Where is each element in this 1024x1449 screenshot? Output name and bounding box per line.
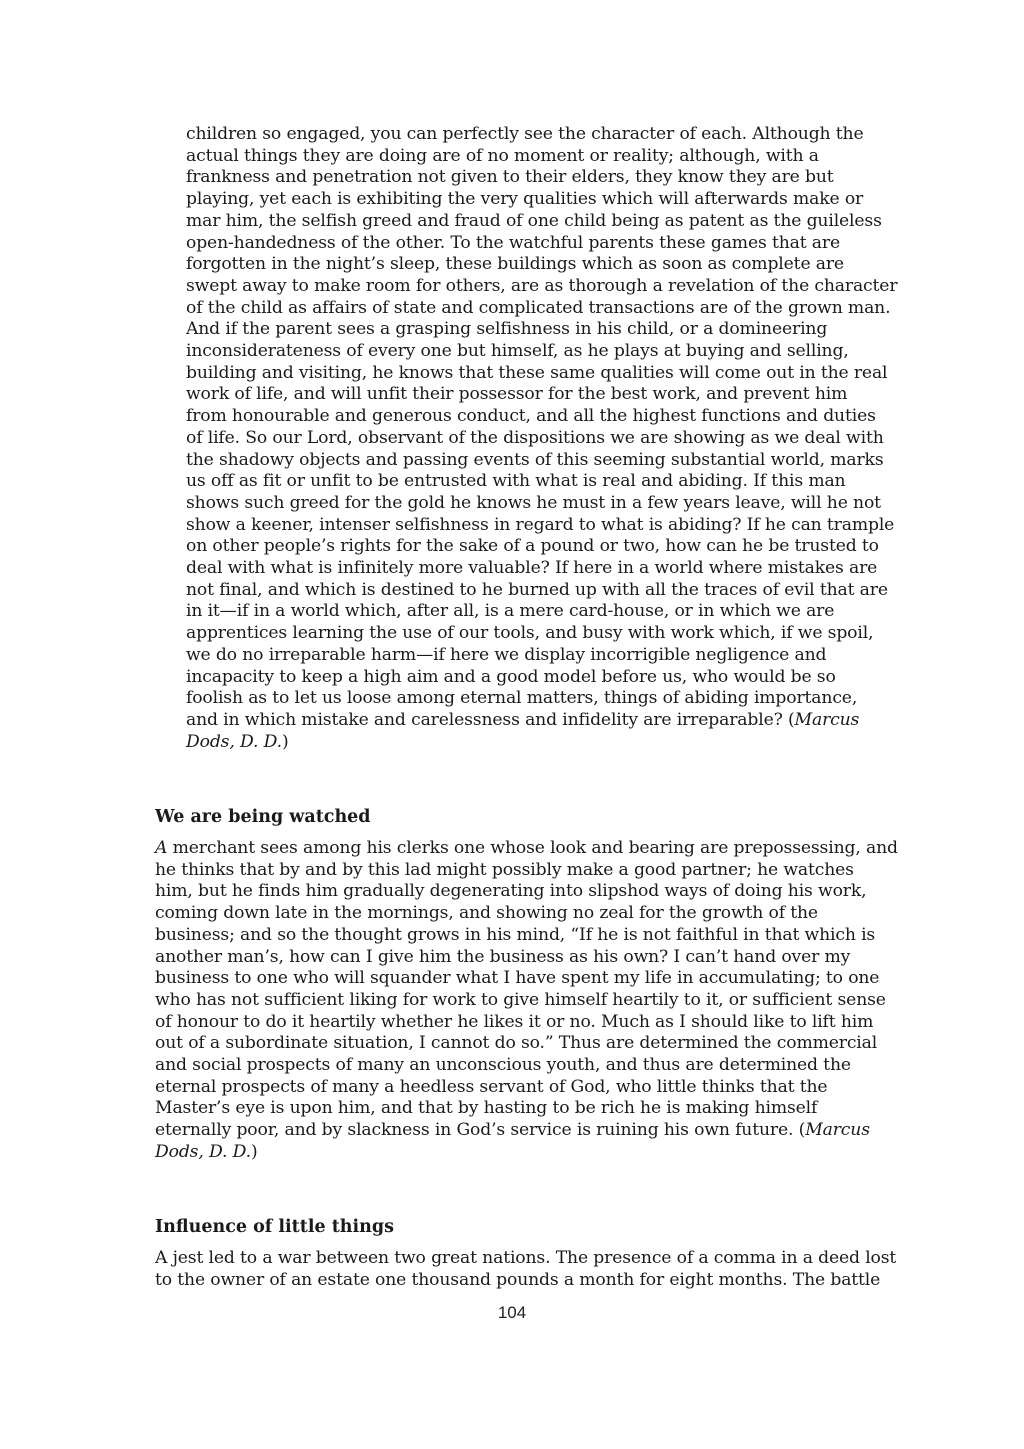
text-line: swept away to make room for others, are as thorough a revelation of the character <box>186 275 898 296</box>
text-line: we do no irreparable harm—if here we display incorrigible negligence and <box>186 644 827 665</box>
text-line: out of a subordinate situation, I cannot do so.” Thus are determined the commercial <box>155 1033 878 1054</box>
text-fragment: ) <box>250 1141 258 1162</box>
text-line: he thinks that by and by this lad might possibly make a good partner; he watches <box>155 859 854 880</box>
text-line: apprentices learning the use of our tools, and busy with work which, if we spoil, <box>186 623 874 644</box>
text-line: not final, and which is destined to he burned up with all the traces of evil that are <box>186 579 888 600</box>
text-line: shows such greed for the gold he knows he must in a few years leave, will he not <box>186 492 881 513</box>
text-line: from honourable and generous conduct, and all the highest functions and duties <box>186 406 876 427</box>
text-line: of honour to do it heartily whether he likes it or no. Much as I should like to lift him <box>155 1011 874 1032</box>
citation-author: Dods, D. D. <box>155 1141 251 1162</box>
text-line: eternal prospects of many a heedless servant of God, who little thinks that the <box>155 1076 828 1097</box>
text-line: the shadowy objects and passing events of this seeming substantial world, marks <box>186 449 884 470</box>
text-fragment: and in which mistake and carelessness and infidelity are irreparable? ( <box>186 709 795 730</box>
text-line: open-handedness of the other. To the watchful parents these games that are <box>186 232 840 253</box>
text-line: playing, yet each is exhibiting the very qualities which will afterwards make or <box>186 189 864 210</box>
text-line <box>155 838 898 860</box>
text-line: in it—if in a world which, after all, is a mere card-house, or in which we are <box>186 601 835 622</box>
text-line: mar him, the selfish greed and fraud of one child being as patent as the guileless <box>186 210 882 231</box>
text-line: and social prospects of many an unconscious youth, and thus are determined the <box>155 1055 851 1076</box>
citation-author: Dods, D. D. <box>186 731 282 752</box>
text-line: frankness and penetration not given to their elders, they know they are but <box>186 167 834 188</box>
text-line <box>155 1120 898 1142</box>
text-line: deal with what is infinitely more valuable? If here in a world where mistakes are <box>186 558 878 579</box>
text-line: incapacity to keep a high aim and a good model before us, who would be so <box>186 666 836 687</box>
text-line: And if the parent sees a grasping selfishness in his child, or a domineering <box>186 319 828 340</box>
text-line: inconsiderateness of every one but himself, as he plays at buying and selling, <box>186 341 849 362</box>
text-line: of life. So our Lord, observant of the dispositions we are showing as we deal with <box>186 427 884 448</box>
text-line: him, but he finds him gradually degenerating into slipshod ways of doing his work, <box>155 881 867 902</box>
text-line: actual things they are doing are of no moment or reality; although, with a <box>186 145 819 166</box>
text-line: business to one who will squander what I have spent my life in accumulating; to one <box>155 968 880 989</box>
quote-paragraph <box>186 124 897 753</box>
section-heading: Influence of little things <box>155 1217 394 1237</box>
text-line: of the child as affairs of state and complicated transactions are of the grown man. <box>186 297 891 318</box>
citation-author: Marcus <box>805 1120 870 1141</box>
text-line: Master’s eye is upon him, and that by hasting to be rich he is making himself <box>155 1098 818 1119</box>
text-line: coming down late in the mornings, and showing no zeal for the growth of the <box>155 903 818 924</box>
text-fragment: merchant sees among his clerks one whose look and bearing are prepossessing, and <box>167 838 898 858</box>
text-line: business; and so the thought grows in his mind, “If he is not faithful in that which is <box>155 924 876 945</box>
body-paragraph <box>155 1248 896 1291</box>
text-line: building and visiting, he knows that these same qualities will come out in the real <box>186 362 888 383</box>
text-line: children so engaged, you can perfectly see the character of each. Although the <box>186 124 864 144</box>
text-line: to the owner of an estate one thousand pounds a month for eight months. The battle <box>155 1269 881 1290</box>
page-number: 104 <box>497 1303 527 1322</box>
text-line: forgotten in the night’s sleep, these buildings which as soon as complete are <box>186 254 844 275</box>
text-fragment: A <box>155 838 168 858</box>
text-line: another man’s, how can I give him the business as his own? I can’t hand over my <box>155 946 851 967</box>
text-fragment: ) <box>281 731 289 752</box>
text-line <box>155 1142 898 1164</box>
text-line: show a keener, intenser selfishness in regard to what is abiding? If he can trample <box>186 514 895 535</box>
text-line <box>186 732 897 754</box>
text-line <box>186 710 897 732</box>
text-line: A jest led to a war between two great nations. The presence of a comma in a deed lost <box>155 1248 897 1268</box>
text-line: us off as fit or unfit to be entrusted with what is real and abiding. If this man <box>186 471 846 492</box>
text-line: who has not sufficient liking for work to give himself heartily to it, or sufficient sense <box>155 989 886 1010</box>
section-heading: We are being watched <box>155 807 371 827</box>
text-line: on other people’s rights for the sake of a pound or two, how can he be trusted to <box>186 536 879 557</box>
text-fragment: eternally poor, and by slackness in God’s service is ruining his own future. ( <box>155 1120 806 1141</box>
text-line: foolish as to let us loose among eternal matters, things of abiding importance, <box>186 688 858 709</box>
text-line: work of life, and will unfit their possessor for the best work, and prevent him <box>186 384 848 405</box>
citation-author: Marcus <box>794 709 860 730</box>
body-paragraph <box>155 838 898 1164</box>
